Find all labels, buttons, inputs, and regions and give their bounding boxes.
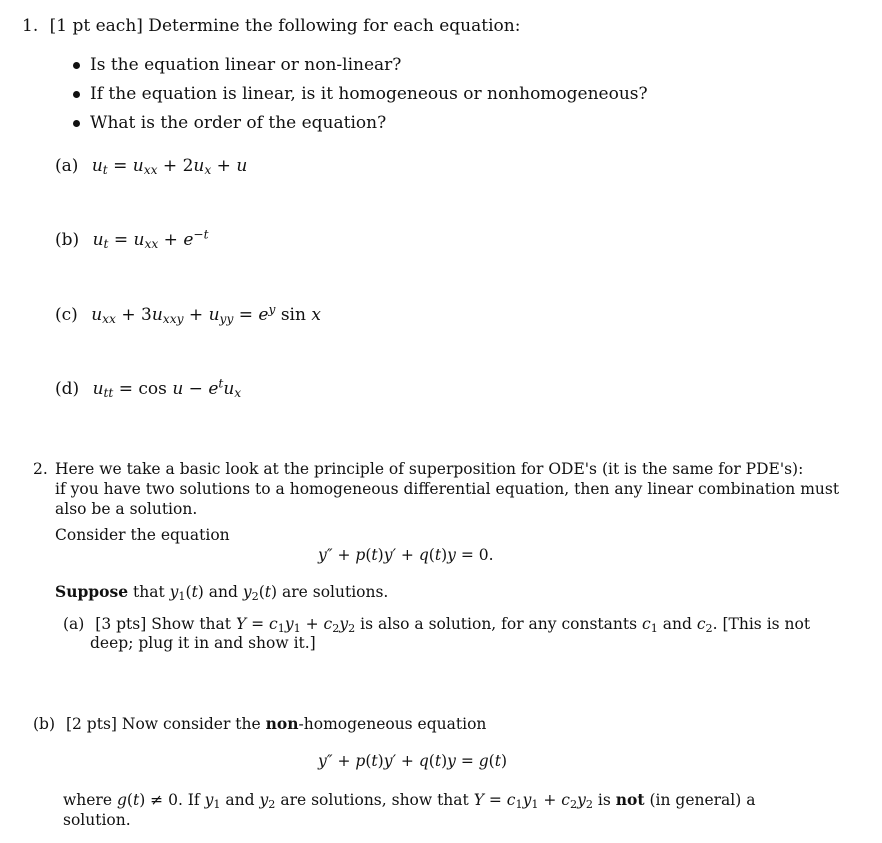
problem2-part-a-mid: is also a solution, for any constants (360, 615, 638, 633)
problem1-number: 1. (22, 16, 39, 36)
bullet-dot-2 (73, 91, 80, 98)
problem2-part-b-line-1 (33, 714, 486, 733)
equation-d: (d) $u_{tt} = \cos u - e^tu_x$ (55, 376, 242, 401)
problem1-intro: [1 pt each] Determine the following for each equation: (49, 16, 521, 36)
bullet-dot-3 (73, 120, 80, 127)
suppose-bold: Suppose (55, 582, 129, 601)
problem2-part-b-line-2: where g(t) ≠ 0. If $y_1$ and $y_2$ are solutions, show that $Y = c_1y_1 + c_2y_2$ is not (in general) a (63, 790, 756, 811)
bullet-item-2: If the equation is linear, is it homogeneous or nonhomogeneous? (90, 84, 648, 104)
problem1-heading (22, 16, 520, 36)
equation-c: (c) $u_{xx} + 3u_{xxy} + u_{yy} = e^y$ sin x (55, 302, 321, 327)
problem2-part-a-and: and (662, 615, 692, 633)
part-a-label: (a) (55, 156, 79, 176)
problem2-intro-line-3: also be a solution. (55, 500, 198, 518)
equation-b: (b) $u_t = u_{xx} + e^{-t}$ (55, 227, 209, 252)
problem2-part-a-tail: [This is not (722, 615, 811, 633)
problem2-part-b-line-3: solution. (63, 811, 131, 829)
part-c-label: (c) (55, 305, 78, 325)
problem2-part-b-label: (b) (33, 715, 56, 733)
part-b-label: (b) (55, 230, 80, 250)
problem2-part-a-label: (a) (63, 615, 85, 633)
show-text: are solutions, show that (280, 791, 469, 809)
and-text: and (225, 791, 255, 809)
bullet-item-1: Is the equation linear or non-linear? (90, 55, 402, 75)
problem2-part-a-line-1: (a) [3 pts] Show that $Y = c_1y_1 + c_2y_2$ is also a solution, for any constants $c_1$ and $c_2$. [This is not (63, 615, 811, 635)
suppose-rest: are solutions. (282, 583, 389, 601)
general-text: (in general) a (649, 791, 756, 809)
problem2-intro-line-1: Here we take a basic look at the principle of superposition for ODE's (it is the same for PDE's): (55, 460, 804, 478)
problem2-part-b-rest: -homogeneous equation (298, 715, 487, 733)
problem2-intro-line-2: if you have two solutions to a homogeneous differential equation, then any linear combination must (55, 480, 840, 498)
problem2-part-a-points: [3 pts] Show that (95, 615, 232, 633)
ode-homogeneous: y″ + p(t)y′ + q(t)y = 0. (318, 546, 494, 564)
problem2-number: 2. (33, 460, 48, 478)
if-text: If (187, 791, 200, 809)
bullet-item-3: What is the order of the equation? (90, 113, 387, 133)
is-text: is (597, 791, 611, 809)
problem2-part-a-line-2: deep; plug it in and show it.] (90, 634, 316, 652)
bullet-dot-1 (73, 62, 80, 69)
part-d-label: (d) (55, 379, 80, 399)
not-bold: not (615, 790, 645, 809)
consider-text: Consider the equation (55, 526, 230, 544)
equation-a: (a) $u_t = u_{xx} + 2u_x + u$ (55, 156, 248, 178)
problem2-part-b-points: [2 pts] Now consider the (65, 715, 261, 733)
ode-nonhomogeneous: y″ + p(t)y′ + q(t)y = g(t) (318, 752, 508, 770)
problem2-part-b-bold: non (265, 714, 299, 733)
where-text: where (63, 791, 113, 809)
suppose-line: Suppose that $y_1(t)$ and $y_2(t)$ are solutions. (55, 582, 389, 603)
